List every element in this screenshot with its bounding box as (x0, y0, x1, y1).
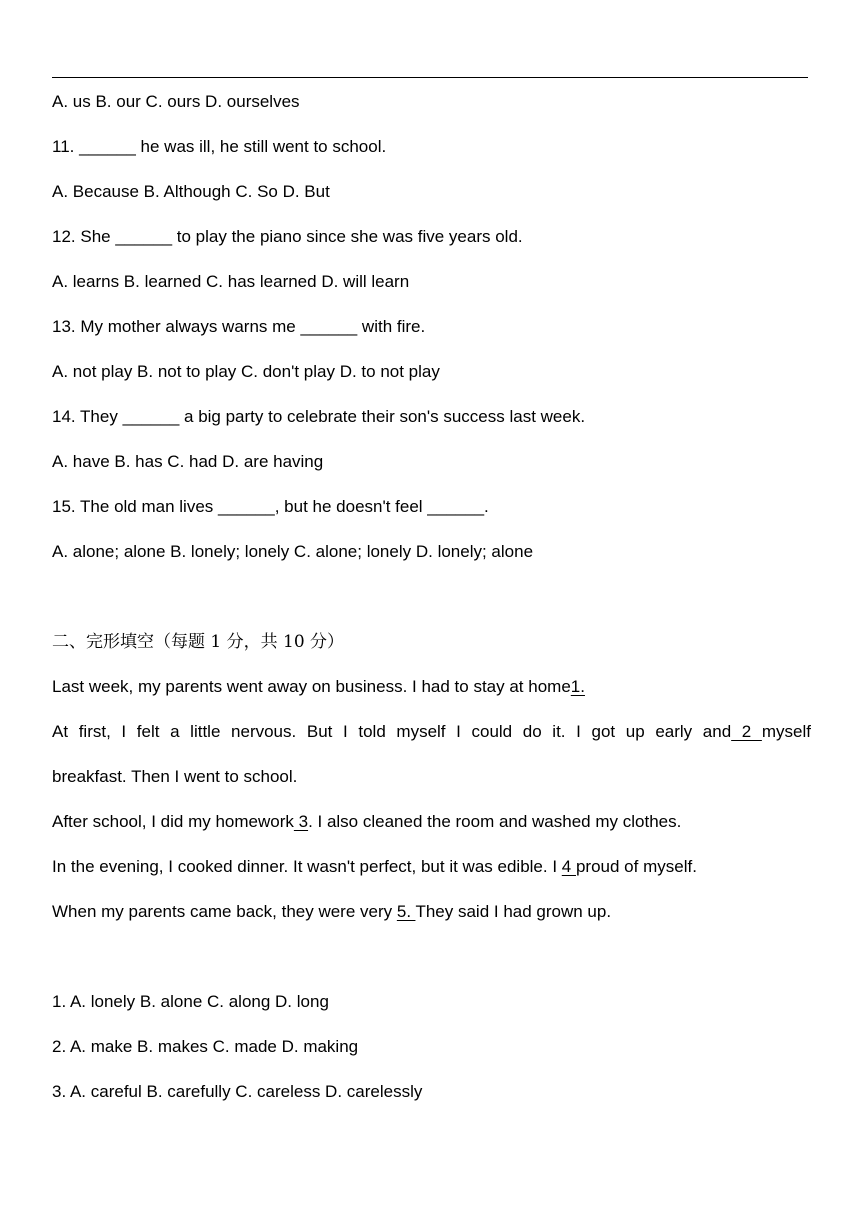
passage-line-4 (52, 811, 681, 833)
passage-text: Last week, my parents went away on business. I had to stay at home (52, 677, 571, 696)
q14-stem: 14. They ______ a big party to celebrate their son's success last week. (52, 407, 586, 426)
passage-text: myself (761, 722, 811, 741)
passage-text: proud of myself. (575, 857, 697, 876)
header-rule (52, 77, 808, 78)
passage-text: They said I had grown up. (415, 902, 612, 921)
passage-line-5 (52, 856, 697, 878)
blank-5: 5. (396, 902, 416, 921)
q15-stem: 15. The old man lives ______, but he doesn't feel ______. (52, 497, 489, 516)
passage-line-1 (52, 676, 585, 698)
section-heading: 二、完形填空（每题 1 分，共 10 分） (52, 632, 345, 652)
q10-options: A. us B. our C. ours D. ourselves (52, 92, 300, 111)
cloze-2-options: 2. A. make B. makes C. made D. making (52, 1037, 359, 1056)
passage-text: After school, I did my homework (52, 812, 294, 831)
blank-2: 2 (731, 722, 762, 741)
passage-line-3 (52, 766, 297, 788)
passage-text: breakfast. Then I went to school. (52, 767, 298, 786)
passage-text: In the evening, I cooked dinner. It wasn't perfect, but it was edible. I (52, 857, 562, 876)
passage-text: At first, I felt a little nervous. But I told myself I could do it. I got up early and (52, 722, 732, 741)
passage-text: . I also cleaned the room and washed my clothes. (308, 812, 682, 831)
passage-text: When my parents came back, they were very (52, 902, 397, 921)
q14-options: A. have B. has C. had D. are having (52, 452, 324, 471)
q11-stem: 11. ______ he was ill, he still went to school. (52, 137, 387, 156)
q13-stem: 13. My mother always warns me ______ with fire. (52, 317, 426, 336)
q12-options: A. learns B. learned C. has learned D. will learn (52, 272, 410, 291)
blank-3: 3 (293, 812, 309, 831)
cloze-3-options: 3. A. careful B. carefully C. careless D. carelessly (52, 1082, 423, 1101)
q12-stem: 12. She ______ to play the piano since she was five years old. (52, 227, 523, 246)
passage-line-6 (52, 901, 611, 923)
cloze-1-options: 1. A. lonely B. alone C. along D. long (52, 992, 329, 1011)
passage-line-2 (52, 721, 811, 743)
q13-options: A. not play B. not to play C. don't play D. to not play (52, 362, 440, 381)
q11-options: A. Because B. Although C. So D. But (52, 182, 330, 201)
q15-options: A. alone; alone B. lonely; lonely C. alone; lonely D. lonely; alone (52, 542, 534, 561)
blank-4: 4 (561, 857, 576, 876)
blank-1: 1. (570, 677, 585, 696)
